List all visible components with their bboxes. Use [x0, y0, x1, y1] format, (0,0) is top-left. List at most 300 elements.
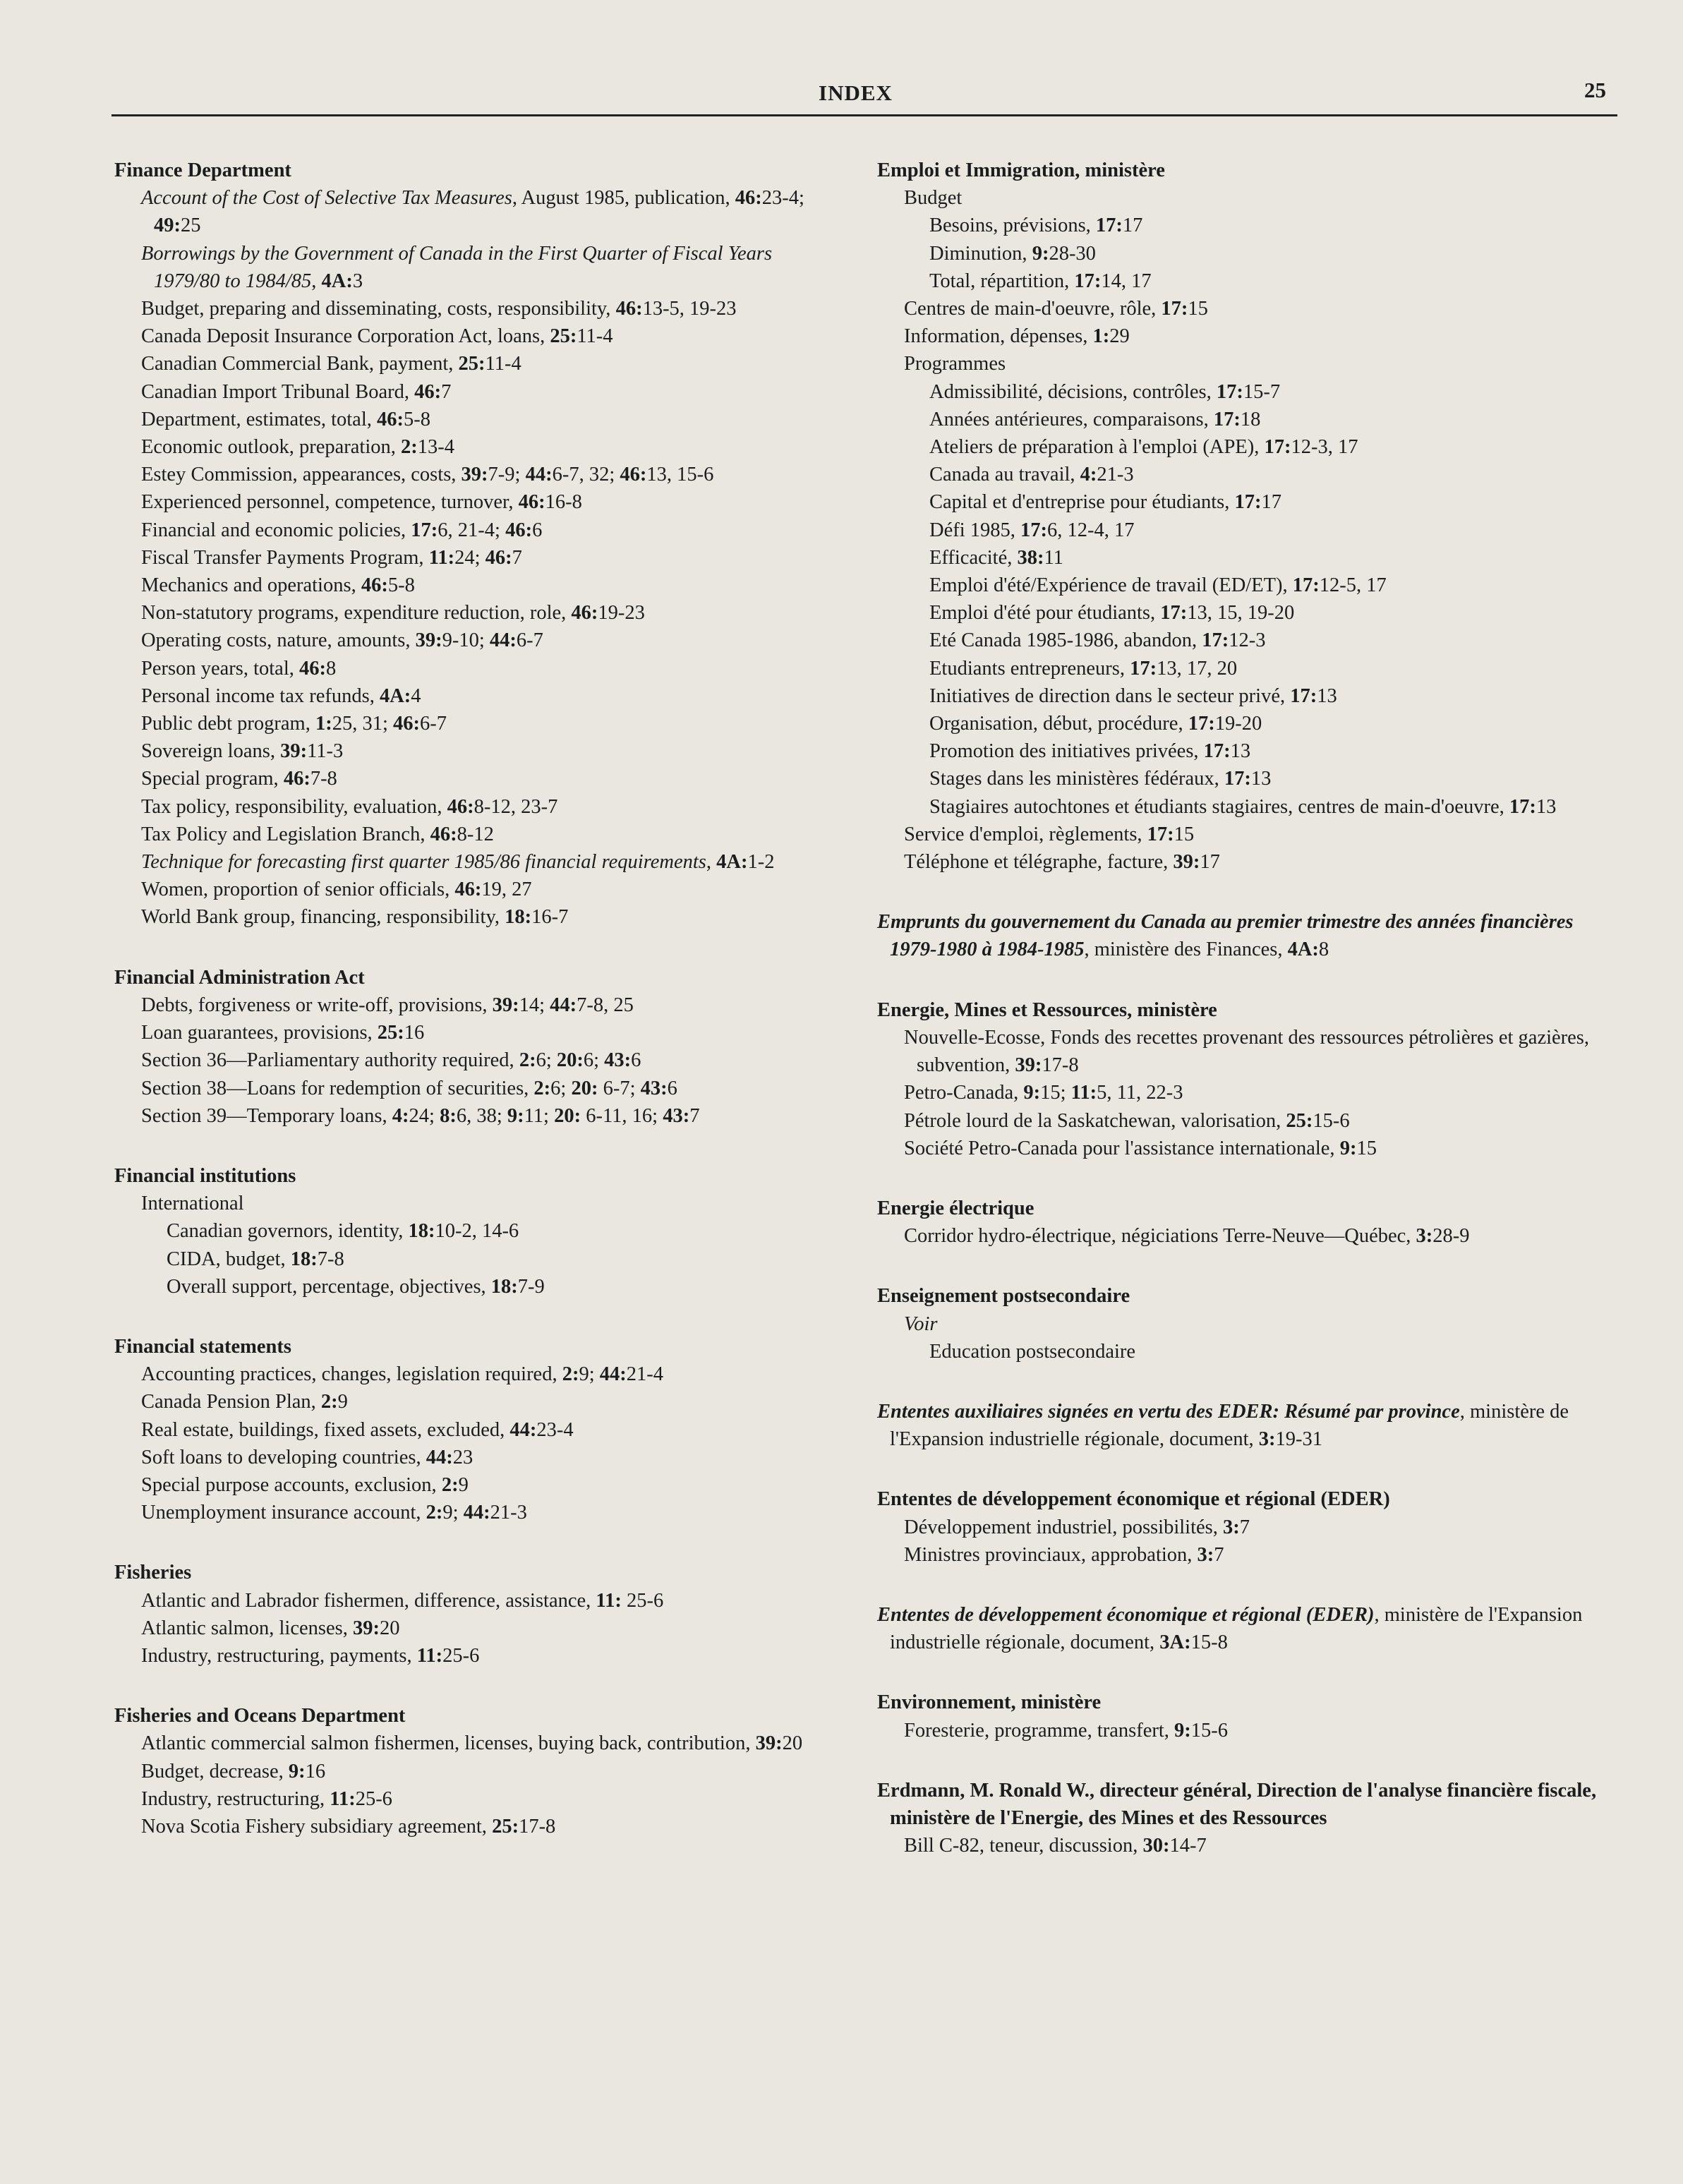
issue-number: 17:	[1161, 298, 1188, 320]
subentry	[114, 1019, 820, 1046]
entry-text: Department, estimates, total,	[141, 408, 377, 430]
issue-number: 18:	[408, 1220, 435, 1243]
heading-text: Fisheries	[114, 1562, 192, 1584]
index-entry	[877, 996, 1625, 1162]
issue-number: 3A:	[1159, 1631, 1191, 1654]
subentry	[877, 1514, 1625, 1541]
issue-number: 3:	[1258, 1428, 1276, 1451]
subentry	[114, 1416, 820, 1444]
entry-spacer	[877, 876, 1625, 908]
entry-text: 17	[1261, 491, 1282, 514]
issue-number: 9:	[1032, 242, 1049, 265]
issue-number: 2:	[519, 1049, 536, 1072]
document-title-ref: Borrowings by the Government of Canada in the First Quarter of Fiscal Years 1979/80 to 1984/85	[141, 242, 773, 292]
entry-text: Bill C-82, teneur, discussion,	[904, 1835, 1143, 1857]
subentry	[877, 295, 1625, 322]
page-number: 25	[1584, 78, 1606, 102]
subentry	[114, 572, 820, 599]
index-entry	[114, 1559, 820, 1670]
entry-spacer	[114, 1526, 820, 1559]
entry-text: Budget	[904, 187, 963, 210]
entry-text: Stages dans les ministères fédéraux,	[929, 768, 1224, 790]
subentry	[114, 1587, 820, 1615]
entry-text: 6-11, 16;	[581, 1104, 663, 1127]
subentry	[114, 488, 820, 516]
subentry	[877, 821, 1625, 848]
entry-text: , ministère des Finances,	[1084, 939, 1288, 961]
issue-number: 8:	[440, 1104, 457, 1127]
entry-text: Economic outlook, preparation,	[141, 436, 402, 459]
entry-text: 25-6	[355, 1787, 392, 1810]
issue-number: 38:	[1017, 546, 1044, 569]
subentry	[877, 1832, 1625, 1859]
index-heading	[877, 908, 1625, 963]
entry-text: Atlantic salmon, licenses,	[141, 1617, 353, 1639]
issue-number: 17:	[1147, 823, 1174, 845]
entry-text: 7	[1239, 1516, 1250, 1538]
entry-text: 15	[1174, 823, 1195, 845]
index-heading	[114, 1333, 820, 1361]
entry-text: Capital et d'entreprise pour étudiants,	[929, 491, 1235, 514]
sub-subentry	[877, 655, 1625, 682]
sub-subentry	[877, 682, 1625, 710]
entry-text: 6	[532, 519, 543, 541]
subentry	[877, 1107, 1625, 1135]
entry-text: 15-8	[1190, 1631, 1228, 1654]
issue-number: 3:	[1197, 1543, 1214, 1566]
entry-text: 17	[1122, 215, 1143, 237]
entry-text: Stagiaires autochtones et étudiants stagiaires, centres de main-d'oeuvre,	[929, 795, 1509, 818]
entry-text: 9-10;	[442, 629, 490, 652]
entry-spacer	[877, 1744, 1625, 1777]
entry-text: 6;	[536, 1049, 557, 1072]
subentry	[877, 350, 1625, 378]
entry-text: 24;	[454, 546, 485, 569]
entry-text: Société Petro-Canada pour l'assistance internationale,	[904, 1137, 1340, 1159]
entry-text: 6, 21-4;	[438, 519, 506, 541]
issue-number: 9:	[288, 1760, 306, 1782]
issue-number: 17:	[1224, 768, 1251, 790]
issue-number: 2:	[533, 1077, 551, 1099]
index-heading	[114, 1559, 820, 1586]
entry-text: Sovereign loans,	[141, 740, 281, 763]
entry-text: Nouvelle-Ecosse, Fonds des recettes provenant des ressources pétrolières et gazières, subvention,	[904, 1026, 1590, 1077]
index-entry	[877, 1282, 1625, 1365]
entry-text: 19-31	[1275, 1428, 1323, 1451]
sub-subentry	[877, 627, 1625, 654]
entry-text: Centres de main-d'oeuvre, rôle,	[904, 298, 1162, 320]
entry-text: 11-4	[485, 353, 521, 375]
entry-text: Tax Policy and Legislation Branch,	[141, 823, 430, 845]
sub-subentry	[877, 544, 1625, 572]
entry-text: ,	[311, 270, 322, 292]
index-entry	[877, 1485, 1625, 1569]
index-heading	[877, 157, 1625, 184]
entry-text: 6-7	[420, 713, 447, 735]
entry-text: Pétrole lourd de la Saskatchewan, valorisation,	[904, 1109, 1286, 1132]
entry-text: 21-3	[1097, 464, 1134, 486]
entry-text: Non-statutory programs, expenditure reduction, role,	[141, 602, 572, 625]
index-entry	[877, 908, 1625, 963]
issue-number: 39:	[1015, 1054, 1042, 1077]
sub-subentry	[877, 737, 1625, 765]
index-heading	[877, 1195, 1625, 1222]
heading-text: Energie électrique	[877, 1197, 1034, 1219]
entry-text: Eté Canada 1985-1986, abandon,	[929, 629, 1202, 652]
issue-number: 4A:	[1287, 939, 1319, 961]
heading-text: Emploi et Immigration, ministère	[877, 159, 1165, 181]
entry-text: Unemployment insurance account,	[141, 1502, 426, 1524]
entry-text: 13, 17, 20	[1157, 657, 1238, 680]
entry-text: 5-8	[403, 408, 430, 430]
issue-number: 1:	[1092, 325, 1110, 348]
right-column	[877, 157, 1625, 1859]
entry-spacer	[877, 964, 1625, 996]
document-title-ref: Account of the Cost of Selective Tax Measures	[141, 187, 512, 210]
entry-text: 11	[1044, 546, 1063, 569]
index-entry	[877, 1601, 1625, 1656]
header-rule	[111, 114, 1617, 116]
index-heading	[877, 996, 1625, 1024]
entry-text: 6;	[550, 1077, 572, 1099]
issue-number: 11:	[1070, 1082, 1097, 1104]
entry-text: 17-8	[519, 1815, 556, 1838]
entry-text: CIDA, budget,	[167, 1248, 291, 1270]
entry-text: Admissibilité, décisions, contrôles,	[929, 380, 1217, 403]
entry-text: ,	[706, 851, 717, 874]
subentry	[114, 1499, 820, 1526]
subentry	[114, 1361, 820, 1388]
subentry	[877, 322, 1625, 350]
entry-text: Education postsecondaire	[929, 1340, 1136, 1363]
entry-text: 13, 15-6	[646, 464, 714, 486]
entry-text: Tax policy, responsibility, evaluation,	[141, 795, 447, 818]
entry-text: , August 1985, publication,	[512, 187, 735, 210]
document-title-heading: Ententes de développement économique et régional (EDER)	[877, 1603, 1375, 1626]
subentry	[114, 1046, 820, 1074]
issue-number: 18:	[490, 1275, 518, 1298]
issue-number: 9:	[507, 1104, 524, 1127]
subentry	[114, 903, 820, 931]
entry-text: 28-9	[1432, 1225, 1470, 1248]
issue-number: 30:	[1142, 1835, 1170, 1857]
entry-text: 24;	[409, 1104, 440, 1127]
issue-number: 43:	[640, 1077, 668, 1099]
sub-subentry	[877, 599, 1625, 627]
issue-number: 25:	[377, 1022, 404, 1044]
issue-number: 17:	[1095, 215, 1123, 237]
entry-text: 15-6	[1190, 1719, 1229, 1742]
index-entry	[877, 157, 1625, 876]
entry-text: 4	[411, 684, 421, 707]
entry-spacer	[114, 1301, 820, 1333]
subentry	[877, 1717, 1625, 1744]
issue-number: 17:	[1216, 380, 1243, 403]
entry-text: 9;	[579, 1363, 600, 1386]
entry-text: Special purpose accounts, exclusion,	[141, 1473, 442, 1496]
heading-text: Fisheries and Oceans Department	[114, 1705, 406, 1727]
subentry	[877, 1024, 1625, 1079]
entry-text: 6	[667, 1077, 677, 1099]
issue-number: 46:	[447, 795, 474, 818]
subentry	[114, 682, 820, 710]
issue-number: 2:	[441, 1473, 459, 1496]
heading-text: Enseignement postsecondaire	[877, 1285, 1130, 1308]
entry-text: Initiatives de direction dans le secteur privé,	[929, 684, 1291, 707]
entry-text: 17	[1200, 851, 1220, 874]
issue-number: 11:	[428, 546, 455, 569]
entry-text: 6-7	[516, 629, 543, 652]
issue-number: 39:	[415, 629, 442, 652]
entry-text: 5-8	[387, 574, 415, 597]
subentry	[114, 461, 820, 488]
entry-text: Section 39—Temporary loans,	[141, 1104, 392, 1127]
sub-subentry	[877, 433, 1625, 461]
entry-text: 6-7;	[598, 1077, 641, 1099]
index-heading	[877, 1689, 1625, 1716]
index-entry	[877, 1398, 1625, 1453]
issue-number: 46:	[376, 408, 404, 430]
index-entry	[877, 1689, 1625, 1744]
entry-spacer	[877, 1453, 1625, 1485]
subentry	[114, 433, 820, 461]
entry-text: Etudiants entrepreneurs,	[929, 657, 1130, 680]
subentry	[114, 295, 820, 322]
subentry	[877, 1310, 1625, 1338]
issue-number: 44:	[426, 1446, 453, 1468]
entry-spacer	[877, 1162, 1625, 1195]
issue-number: 39:	[461, 464, 488, 486]
issue-number: 49:	[154, 215, 181, 237]
issue-number: 17:	[1213, 408, 1241, 430]
issue-number: 46:	[571, 602, 598, 625]
sub-subentry	[877, 267, 1625, 295]
entry-text: Ministres provinciaux, approbation,	[904, 1543, 1198, 1566]
issue-number: 3:	[1416, 1225, 1433, 1248]
index-heading	[877, 1282, 1625, 1310]
subentry	[877, 1079, 1625, 1106]
entry-text: 25-6	[621, 1589, 664, 1612]
entry-text: 7-8, 25	[577, 994, 634, 1016]
issue-number: 20:	[554, 1104, 581, 1127]
entry-text: 14;	[519, 994, 550, 1016]
issue-number: 17:	[1203, 740, 1231, 763]
index-entry	[114, 157, 820, 931]
left-column	[114, 157, 820, 1840]
entry-text: Organisation, début, procédure,	[929, 713, 1188, 735]
index-heading	[114, 1162, 820, 1190]
issue-number: 4A:	[716, 851, 748, 874]
entry-text: Public debt program,	[141, 713, 315, 735]
entry-text: 8-12	[457, 823, 494, 845]
issue-number: 11:	[416, 1644, 443, 1667]
index-entry	[114, 1162, 820, 1301]
issue-number: 25:	[492, 1815, 519, 1838]
issue-number: 9:	[1174, 1719, 1191, 1742]
entry-text: Nova Scotia Fishery subsidiary agreement,	[141, 1815, 493, 1838]
issue-number: 17:	[1234, 491, 1262, 514]
entry-text: 7	[441, 380, 452, 403]
issue-number: 17:	[1292, 574, 1320, 597]
entry-text: Canada Pension Plan,	[141, 1391, 321, 1413]
issue-number: 46:	[430, 823, 457, 845]
issue-number: 4A:	[379, 684, 411, 707]
entry-text: 6;	[583, 1049, 605, 1072]
subentry	[114, 710, 820, 737]
document-title-ref: Technique for forecasting first quarter 1985/86 financial requirements	[141, 851, 706, 874]
entry-text: 19-23	[598, 602, 645, 625]
issue-number: 44:	[550, 994, 577, 1016]
entry-text: 7-9;	[488, 464, 526, 486]
sub-subentry	[877, 378, 1625, 406]
issue-number: 43:	[604, 1049, 632, 1072]
sub-subentry	[877, 212, 1625, 239]
heading-text: Environnement, ministère	[877, 1691, 1102, 1714]
issue-number: 39:	[492, 994, 519, 1016]
issue-number: 25:	[1286, 1109, 1313, 1132]
entry-text: Canadian Import Tribunal Board,	[141, 380, 415, 403]
issue-number: 46:	[620, 464, 647, 486]
entry-text: 21-4	[626, 1363, 664, 1386]
subentry	[114, 1190, 820, 1217]
index-heading	[114, 1702, 820, 1730]
subentry	[114, 1102, 820, 1130]
entry-text: 6, 12-4, 17	[1047, 519, 1135, 541]
entry-text: 7	[512, 546, 522, 569]
subentry	[877, 1135, 1625, 1162]
subentry	[877, 184, 1625, 212]
issue-number: 25:	[458, 353, 485, 375]
issue-number: 44:	[599, 1363, 627, 1386]
index-entry	[114, 964, 820, 1130]
issue-number: 4:	[1080, 464, 1097, 486]
entry-text: 23-4	[536, 1418, 574, 1441]
sub-subentry	[114, 1273, 820, 1301]
entry-text: Petro-Canada,	[904, 1082, 1024, 1104]
issue-number: 17:	[1290, 684, 1317, 707]
entry-spacer	[114, 1670, 820, 1702]
index-heading	[877, 1777, 1625, 1832]
index-entry	[877, 1195, 1625, 1250]
sub-subentry	[877, 240, 1625, 267]
entry-text: World Bank group, financing, responsibility,	[141, 906, 505, 929]
issue-number: 17:	[411, 519, 438, 541]
entry-text: Person years, total,	[141, 657, 299, 680]
issue-number: 46:	[485, 546, 512, 569]
entry-text: Besoins, prévisions,	[929, 215, 1096, 237]
subentry	[114, 544, 820, 572]
issue-number: 9:	[1339, 1137, 1357, 1159]
entry-text: 11-4	[577, 325, 613, 348]
entry-spacer	[877, 1250, 1625, 1282]
subentry	[114, 737, 820, 765]
entry-text: Ateliers de préparation à l'emploi (APE),	[929, 436, 1265, 459]
entry-text: 13, 15, 19-20	[1187, 602, 1295, 625]
issue-number: 20:	[571, 1077, 598, 1099]
issue-number: 39:	[280, 740, 308, 763]
entry-text: 12-3, 17	[1291, 436, 1358, 459]
issue-number: 44:	[489, 629, 517, 652]
entry-text: 15	[1188, 298, 1208, 320]
issue-number: 46:	[361, 574, 388, 597]
entry-text: Information, dépenses,	[904, 325, 1093, 348]
heading-text: Erdmann, M. Ronald W., directeur général, Direction de l'analyse financière fiscale, ministère de l'Energie, des Mines et des Ressources	[877, 1779, 1597, 1829]
entry-text: Fiscal Transfer Payments Program,	[141, 546, 429, 569]
entry-text: Overall support, percentage, objectives,	[167, 1275, 491, 1298]
issue-number: 46:	[393, 713, 421, 735]
issue-number: 17:	[1074, 270, 1102, 292]
entry-text: Diminution,	[929, 242, 1032, 265]
entry-text: Programmes	[904, 353, 1006, 375]
entry-text: Financial and economic policies,	[141, 519, 411, 541]
issue-number: 46:	[735, 187, 762, 210]
entry-text: 13	[1317, 684, 1337, 707]
issue-number: 17:	[1202, 629, 1229, 652]
issue-number: 4:	[392, 1104, 409, 1127]
entry-text: , ministère de l'Expansion industrielle régionale, document,	[890, 1400, 1569, 1451]
entry-text: International	[141, 1193, 244, 1215]
subentry	[114, 1730, 820, 1757]
entry-text: Real estate, buildings, fixed assets, excluded,	[141, 1418, 510, 1441]
sub-subentry	[877, 765, 1625, 792]
sub-subentry	[877, 793, 1625, 821]
entry-text: Service d'emploi, règlements,	[904, 823, 1147, 845]
entry-text: 13-5, 19-23	[642, 298, 737, 320]
issue-number: 2:	[426, 1502, 443, 1524]
heading-text: Financial statements	[114, 1335, 291, 1358]
heading-text: Financial institutions	[114, 1164, 296, 1187]
sub-subentry	[877, 488, 1625, 516]
issue-number: 43:	[663, 1104, 690, 1127]
sub-subentry	[114, 1217, 820, 1245]
entry-text: Mechanics and operations,	[141, 574, 361, 597]
issue-number: 39:	[755, 1732, 783, 1755]
sub-subentry	[877, 572, 1625, 599]
index-entry	[114, 1702, 820, 1840]
entry-text: 20	[782, 1732, 803, 1755]
issue-number: 17:	[1020, 519, 1048, 541]
subentry	[114, 876, 820, 903]
issue-number: 17:	[1509, 795, 1536, 818]
entry-text: 20	[379, 1617, 400, 1639]
entry-text: 7-8	[317, 1248, 344, 1270]
subentry	[114, 240, 820, 295]
entry-text: 14-7	[1169, 1835, 1207, 1857]
entry-text: 9	[458, 1473, 469, 1496]
index-heading	[114, 157, 820, 184]
entry-text: 12-3	[1229, 629, 1266, 652]
subentry	[114, 406, 820, 433]
entry-text: 5, 11, 22-3	[1097, 1082, 1183, 1104]
sub-subentry	[877, 406, 1625, 433]
entry-text: 11-3	[307, 740, 344, 763]
entry-spacer	[114, 1130, 820, 1162]
subentry	[114, 1785, 820, 1813]
entry-text: Efficacité,	[929, 546, 1018, 569]
sub-subentry	[877, 1338, 1625, 1365]
entry-text: 12-5, 17	[1319, 574, 1387, 597]
entry-text: Section 38—Loans for redemption of securities,	[141, 1077, 534, 1099]
entry-text: 15	[1356, 1137, 1377, 1159]
entry-text: Promotion des initiatives privées,	[929, 740, 1204, 763]
issue-number: 46:	[615, 298, 643, 320]
sub-subentry	[877, 710, 1625, 737]
entry-text: 28-30	[1049, 242, 1096, 265]
entry-text: 7-9	[517, 1275, 545, 1298]
entry-text: 1-2	[747, 851, 775, 874]
index-entry	[877, 1777, 1625, 1860]
entry-text: Canadian Commercial Bank, payment,	[141, 353, 459, 375]
